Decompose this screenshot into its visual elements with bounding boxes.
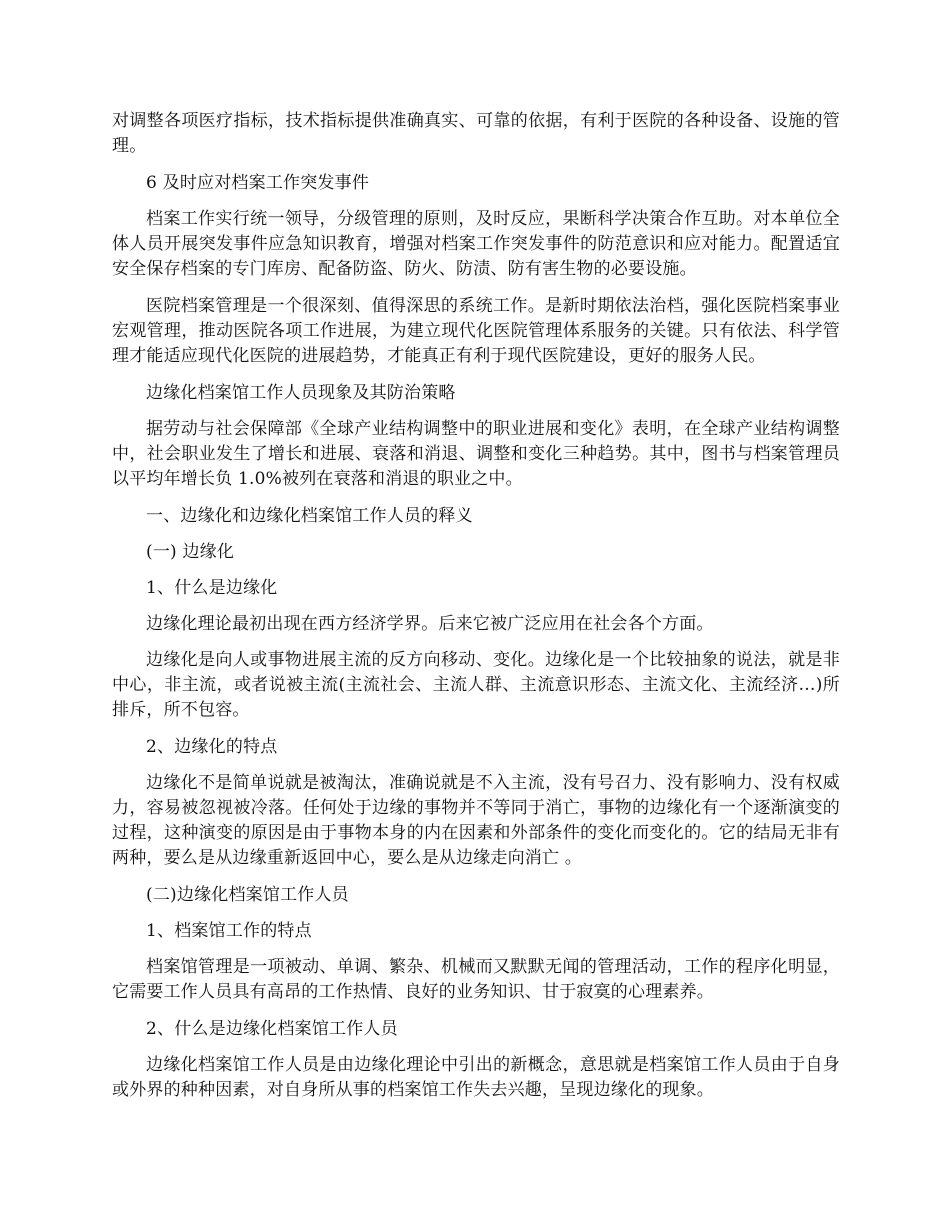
subsection-heading: (一) 边缘化 bbox=[146, 542, 235, 562]
section-heading: 一、边缘化和边缘化档案馆工作人员的释义 bbox=[146, 506, 473, 526]
paragraph: 边缘化是向人或事物进展主流的反方向移动、变化。边缘化是一个比较抽象的说法，就是非中心，非主流，或者说被主流(主流社会、主流人群、主流意识形态、主流文化、主流经济…)所排斥，所不包容。 bbox=[112, 650, 840, 720]
paragraph: 档案馆管理是一项被动、单调、繁杂、机械而又默默无闻的管理活动，工作的程序化明显，它需要工作人员具有高昂的工作热情、良好的业务知识、甘于寂寞的心理素养。 bbox=[112, 957, 840, 1002]
item-heading: 1、档案馆工作的特点 bbox=[146, 921, 312, 941]
section-heading-6: 6 及时应对档案工作突发事件 bbox=[146, 173, 370, 193]
item-heading: 2、边缘化的特点 bbox=[146, 737, 278, 757]
article-title: 边缘化档案馆工作人员现象及其防治策略 bbox=[146, 383, 456, 403]
paragraph: 医院档案管理是一个很深刻、值得深思的系统工作。是新时期依法治档，强化医院档案事业宏观管理，推动医院各项工作进展，为建立现代化医院管理体系服务的关键。只有依法、科学管理才能适应现代化医院的进展趋势，才能真正有利于现代医院建设，更好的服务人民。 bbox=[112, 296, 840, 366]
paragraph: 边缘化档案馆工作人员是由边缘化理论中引出的新概念，意思就是档案馆工作人员由于自身或外界的种种因素，对自身所从事的档案馆工作失去兴趣，呈现边缘化的现象。 bbox=[112, 1055, 840, 1100]
document-body bbox=[112, 109, 840, 1115]
paragraph: 边缘化理论最初出现在西方经济学界。后来它被广泛应用在社会各个方面。 bbox=[146, 614, 714, 634]
item-heading: 2、什么是边缘化档案馆工作人员 bbox=[146, 1019, 398, 1039]
subsection-heading: (二)边缘化档案馆工作人员 bbox=[146, 885, 349, 905]
paragraph-continuation: 对调整各项医疗指标，技术指标提供准确真实、可靠的依据，有利于医院的各种设备、设施的管理。 bbox=[112, 111, 840, 156]
item-heading: 1、什么是边缘化 bbox=[146, 578, 278, 598]
paragraph: 边缘化不是简单说就是被淘汰，准确说就是不入主流，没有号召力、没有影响力、没有权威力，容易被忽视被冷落。任何处于边缘的事物并不等同于消亡，事物的边缘化有一个逐渐演变的过程，这种演变的原因是由于事物本身的内在因素和外部条件的变化而变化的。它的结局无非有两种，要么是从边缘重新返回中心，要么是从边缘走向消亡 。 bbox=[112, 773, 840, 868]
paragraph: 据劳动与社会保障部《全球产业结构调整中的职业进展和变化》表明，在全球产业结构调整中，社会职业发生了增长和进展、衰落和消退、调整和变化三种趋势。其中，图书与档案管理员以平均年增长负 1.0%被列在衰落和消退的职业之中。 bbox=[112, 419, 840, 489]
paragraph: 档案工作实行统一领导，分级管理的原则，及时反应，果断科学决策合作互助。对本单位全体人员开展突发事件应急知识教育，增强对档案工作突发事件的防范意识和应对能力。配置适宜安全保存档案的专门库房、配备防盗、防火、防渍、防有害生物的必要设施。 bbox=[112, 209, 840, 279]
